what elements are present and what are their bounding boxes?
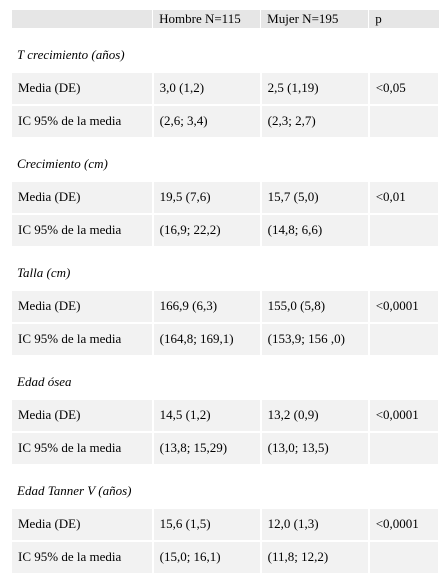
mujer-value-cell: (14,8; 6,6) [261, 214, 369, 247]
table-row [11, 508, 439, 541]
group-spacer [11, 356, 439, 366]
group-title-row [11, 366, 439, 399]
row-label-cell: IC 95% de la media [11, 541, 153, 574]
group-spacer [11, 247, 439, 257]
group-title: Talla (cm) [11, 257, 439, 290]
group-title-row [11, 475, 439, 508]
spacer-cell [11, 356, 439, 366]
p-value-cell [369, 432, 439, 465]
header-cell-blank [11, 10, 153, 29]
mujer-value-cell: (13,0; 13,5) [261, 432, 369, 465]
group-spacer [11, 29, 439, 39]
p-value-cell: <0,0001 [369, 290, 439, 323]
mujer-value-cell: (153,9; 156 ,0) [261, 323, 369, 356]
group-title-row [11, 257, 439, 290]
hombre-value-cell: (15,0; 16,1) [153, 541, 261, 574]
table-row [11, 290, 439, 323]
group-title-row [11, 39, 439, 72]
p-value-cell [369, 323, 439, 356]
table-row [11, 72, 439, 105]
row-label-cell: IC 95% de la media [11, 323, 153, 356]
group-spacer [11, 138, 439, 148]
header-cell-hombre: Hombre N=115 [153, 10, 261, 29]
results-table-body [11, 10, 439, 574]
row-label-cell: Media (DE) [11, 72, 153, 105]
p-value-cell [369, 105, 439, 138]
row-label-cell: IC 95% de la media [11, 432, 153, 465]
p-value-cell [369, 214, 439, 247]
row-label-cell: IC 95% de la media [11, 214, 153, 247]
p-value-cell: <0,05 [369, 72, 439, 105]
group-spacer [11, 465, 439, 475]
row-label-cell: Media (DE) [11, 181, 153, 214]
table-row [11, 105, 439, 138]
p-value-cell [369, 541, 439, 574]
group-title: Edad ósea [11, 366, 439, 399]
group-title: Crecimiento (cm) [11, 148, 439, 181]
hombre-value-cell: (2,6; 3,4) [153, 105, 261, 138]
hombre-value-cell: 166,9 (6,3) [153, 290, 261, 323]
header-cell-p: p [369, 10, 439, 29]
table-row [11, 323, 439, 356]
row-label-cell: Media (DE) [11, 290, 153, 323]
row-label-cell: Media (DE) [11, 399, 153, 432]
table-row [11, 399, 439, 432]
group-title: T crecimiento (años) [11, 39, 439, 72]
hombre-value-cell: 14,5 (1,2) [153, 399, 261, 432]
spacer-cell [11, 138, 439, 148]
group-title: Edad Tanner V (años) [11, 475, 439, 508]
group-title-row [11, 148, 439, 181]
spacer-cell [11, 29, 439, 39]
results-table [10, 9, 440, 575]
mujer-value-cell: (2,3; 2,7) [261, 105, 369, 138]
hombre-value-cell: 19,5 (7,6) [153, 181, 261, 214]
table-row [11, 541, 439, 574]
p-value-cell: <0,01 [369, 181, 439, 214]
spacer-cell [11, 247, 439, 257]
mujer-value-cell: 12,0 (1,3) [261, 508, 369, 541]
hombre-value-cell: 3,0 (1,2) [153, 72, 261, 105]
mujer-value-cell: 2,5 (1,19) [261, 72, 369, 105]
hombre-value-cell: 15,6 (1,5) [153, 508, 261, 541]
p-value-cell: <0,0001 [369, 399, 439, 432]
table-row [11, 432, 439, 465]
table-row [11, 214, 439, 247]
row-label-cell: IC 95% de la media [11, 105, 153, 138]
header-row [11, 10, 439, 29]
mujer-value-cell: 15,7 (5,0) [261, 181, 369, 214]
mujer-value-cell: 13,2 (0,9) [261, 399, 369, 432]
hombre-value-cell: (16,9; 22,2) [153, 214, 261, 247]
header-cell-mujer: Mujer N=195 [261, 10, 369, 29]
mujer-value-cell: 155,0 (5,8) [261, 290, 369, 323]
p-value-cell: <0,0001 [369, 508, 439, 541]
row-label-cell: Media (DE) [11, 508, 153, 541]
hombre-value-cell: (164,8; 169,1) [153, 323, 261, 356]
hombre-value-cell: (13,8; 15,29) [153, 432, 261, 465]
table-row [11, 181, 439, 214]
spacer-cell [11, 465, 439, 475]
mujer-value-cell: (11,8; 12,2) [261, 541, 369, 574]
